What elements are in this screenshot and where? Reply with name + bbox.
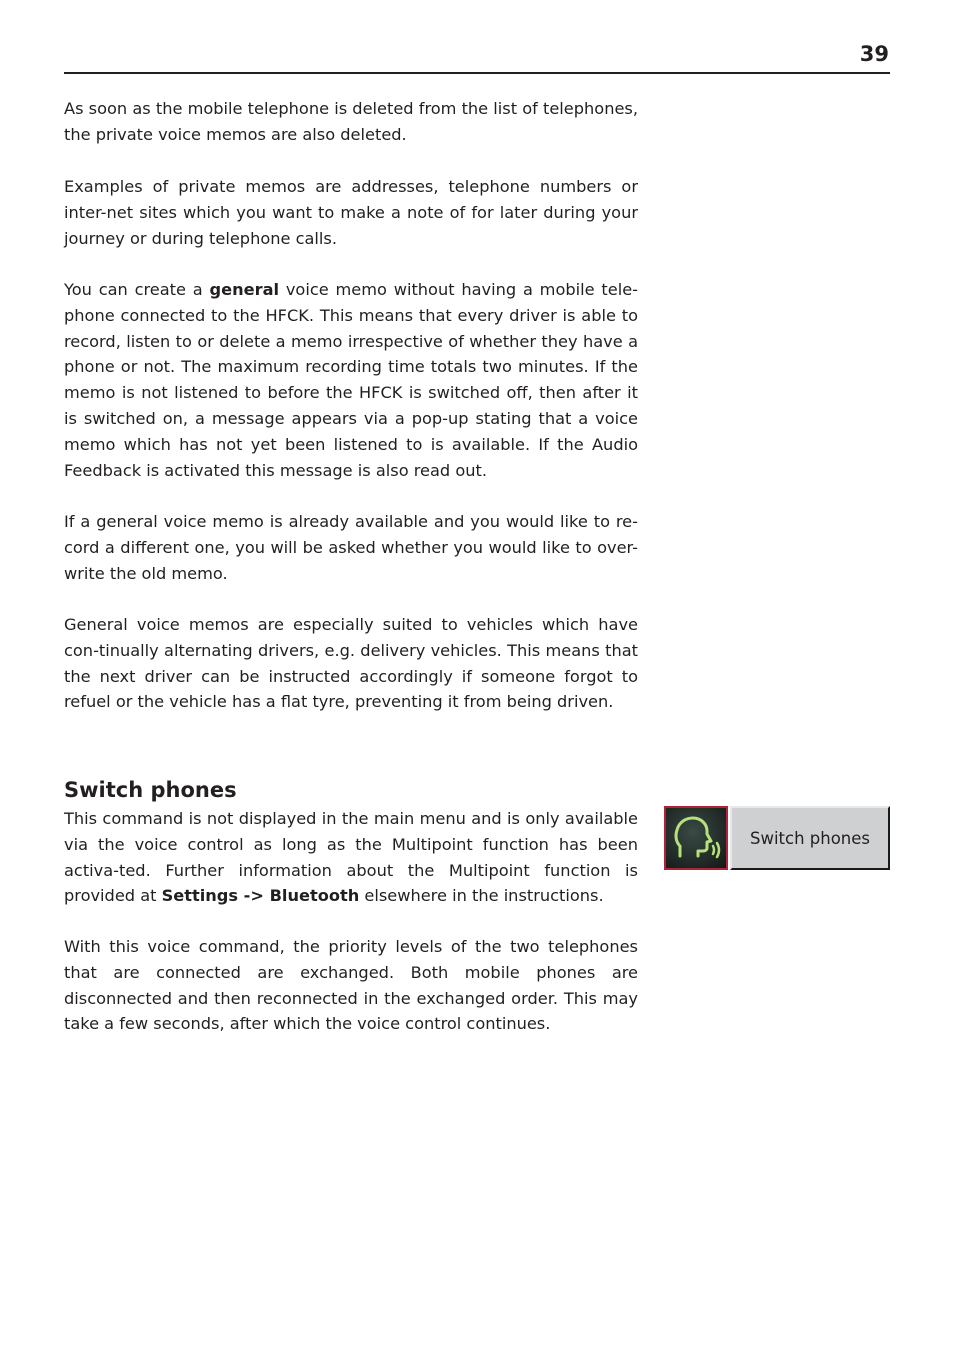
page-number: 39 bbox=[859, 42, 889, 66]
paragraph-general-memo bbox=[64, 277, 638, 483]
paragraph-text: elsewhere in the instructions. bbox=[359, 886, 604, 906]
speaking-head-icon bbox=[670, 812, 722, 864]
paragraph-private-memo-examples: Examples of private memos are addresses, telephone numbers or inter-net sites which you want to make a note of for later during your journey or during telephone calls. bbox=[64, 177, 638, 248]
voice-command-label: Switch phones bbox=[730, 806, 890, 870]
paragraph-memo-deletion: As soon as the mobile telephone is deleted from the list of telephones, the private voice memos are also deleted. bbox=[64, 99, 638, 144]
paragraph-delivery-vehicles: General voice memos are especially suited to vehicles which have con-tinually alternating drivers, e.g. delivery vehicles. This means that the next driver can be instructed accordingly if someone forgot to refuel or the vehicle has a flat tyre, preventing it from being driven. bbox=[64, 615, 638, 712]
paragraph-multipoint bbox=[64, 806, 638, 909]
voice-command-icon-box bbox=[664, 806, 728, 870]
voice-command-widget bbox=[664, 806, 890, 870]
paragraph-priority-exchange: With this voice command, the priority levels of the two telephones that are connected are exchanged. Both mobile phones are disconnected and then reconnected in the exchanged order. This may take a few seconds, after which the voice control continues. bbox=[64, 937, 638, 1034]
header-rule bbox=[64, 72, 890, 74]
bold-term-settings-bluetooth: Settings -> Bluetooth bbox=[161, 886, 360, 906]
section-heading-switch-phones: Switch phones bbox=[64, 778, 237, 802]
paragraph-text: voice memo without having a mobile tele-phone connected to the HFCK. This means that every driver is able to record, listen to or delete a memo irrespective of whether they have a phone or not. The maximum recording time totals two minutes. If the memo is not listened to before the HFCK is switched off, then after it is switched on, a message appears via a pop-up stating that a voice memo which has not yet been listened to is available. If the Audio Feedback is activated this message is also read out. bbox=[64, 280, 638, 480]
paragraph-text: This command is not displayed in the main menu and is only available via the voice control as long as the Multipoint function has been activa-ted. Further information about the Multipoint function is provided at bbox=[64, 809, 638, 906]
paragraph-overwrite-memo: If a general voice memo is already available and you would like to re-cord a different one, you will be asked whether you would like to over-write the old memo. bbox=[64, 512, 638, 583]
bold-term-general: general bbox=[209, 280, 280, 299]
paragraph-text: You can create a bbox=[64, 280, 210, 299]
